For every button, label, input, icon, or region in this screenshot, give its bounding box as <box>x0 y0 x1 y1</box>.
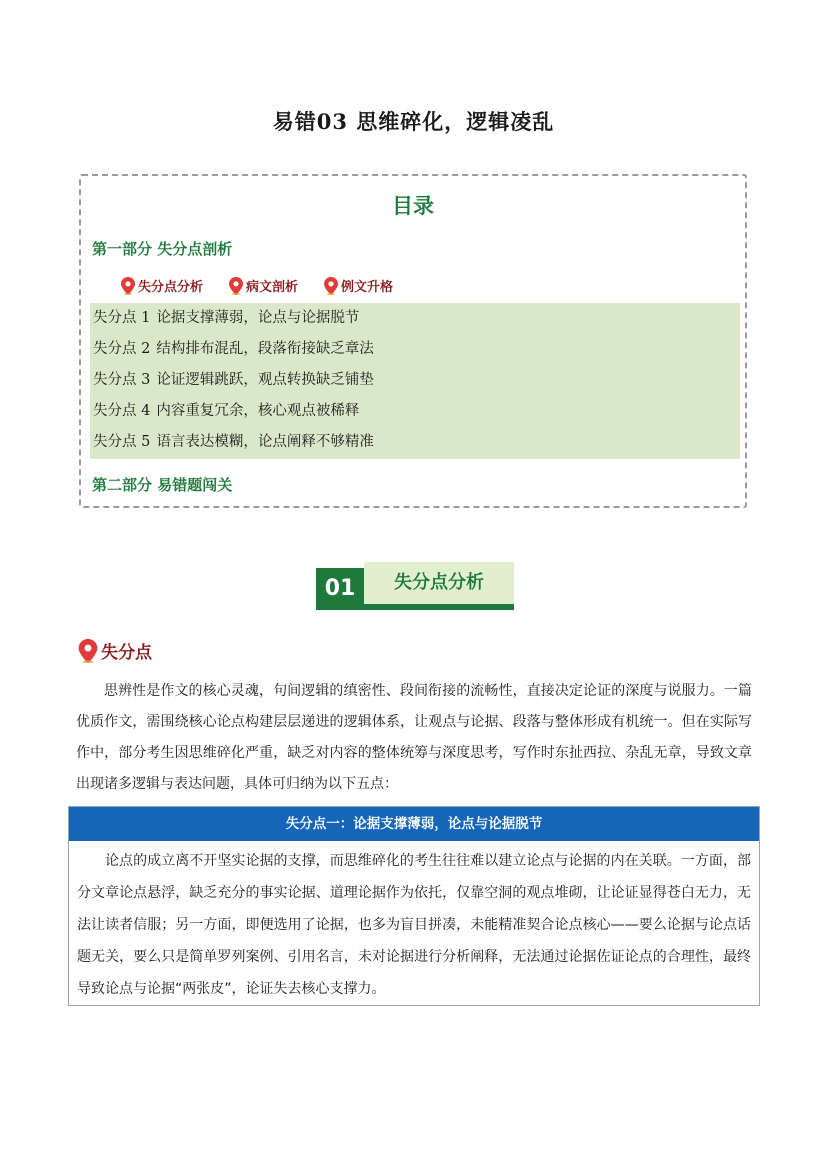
toc-point-3[interactable] <box>93 365 374 395</box>
point-text: 论证逻辑跳跃，观点转换缺乏铺垫 <box>156 372 374 388</box>
subsection-heading <box>78 638 152 663</box>
toc-part-two[interactable]: 第二部分 易错题闯关 <box>92 476 233 494</box>
toc-title: 目录 <box>392 194 434 218</box>
toc-part-one[interactable]: 第一部分 失分点剖析 <box>92 240 233 258</box>
section-number: 01 <box>316 568 364 610</box>
toc-point-1[interactable] <box>93 303 359 333</box>
section-underline <box>364 604 514 610</box>
point-label: 失分点 5 <box>93 434 151 450</box>
point-label: 失分点 2 <box>93 341 151 357</box>
toc-point-2[interactable] <box>93 334 374 364</box>
table-of-contents <box>79 174 747 508</box>
toc-tag-label: 失分点分析 <box>138 280 204 295</box>
section-title: 失分点分析 <box>364 562 514 604</box>
toc-tags <box>121 276 393 295</box>
toc-tag-label: 例文升格 <box>341 280 394 295</box>
toc-tag-upgrade[interactable] <box>324 276 393 295</box>
point-label: 失分点 3 <box>93 372 151 388</box>
point-one-card <box>68 806 760 1006</box>
card-title: 失分点一：论据支撑薄弱，论点与论据脱节 <box>69 807 759 841</box>
location-pin-icon <box>324 277 338 295</box>
point-text: 结构排布混乱，段落衔接缺乏章法 <box>156 341 374 357</box>
toc-point-5[interactable] <box>93 427 374 457</box>
toc-tag-sick-essay[interactable] <box>229 276 298 295</box>
card-body: 论点的成立离不开坚实论据的支撑，而思维碎化的考生往往难以建立论点与论据的内在关联。一方面，部分文章论点悬浮，缺乏充分的事实论据、道理论据作为依托，仅靠空洞的观点堆砌，让论证显得苍白无力，无法让读者信服；另一方面，即便选用了论据，也多为盲目拼凑，未能精准契合论点核心——要么论据与论点话题无关，要么只是简单罗列案例、引用名言，未对论据进行分析阐释，无法通过论据佐证论点的合理性，最终导致论点与论据“两张皮”，论证失去核心支撑力。 <box>77 853 751 997</box>
location-pin-icon <box>229 277 243 295</box>
section-banner <box>316 562 514 610</box>
location-pin-icon <box>121 277 135 295</box>
toc-tag-analysis[interactable] <box>121 276 203 295</box>
point-text: 论据支撑薄弱，论点与论据脱节 <box>156 310 360 326</box>
point-text: 内容重复冗余，核心观点被稀释 <box>156 403 360 419</box>
toc-point-4[interactable] <box>93 396 359 426</box>
toc-tag-label: 病文剖析 <box>246 280 299 295</box>
document-title: 易错03 思维碎化，逻辑凌乱 <box>272 109 555 134</box>
toc-points-list <box>90 303 740 459</box>
intro-paragraph: 思辨性是作文的核心灵魂，句间逻辑的缜密性、段间衔接的流畅性，直接决定论证的深度与说服力。一篇优质作文，需围绕核心论点构建层层递进的逻辑体系，让观点与论据、段落与整体形成有机统一。但在实际写作中，部分考生因思维碎化严重，缺乏对内容的整体统筹与深度思考，写作时东扯西拉、杂乱无章，导致文章出现诸多逻辑与表达问题，具体可归纳为以下五点： <box>76 683 752 792</box>
point-label: 失分点 4 <box>93 403 151 419</box>
point-label: 失分点 1 <box>93 310 151 326</box>
subsection-heading-text: 失分点 <box>101 643 152 663</box>
location-pin-icon <box>78 639 98 663</box>
point-text: 语言表达模糊，论点阐释不够精准 <box>156 434 374 450</box>
